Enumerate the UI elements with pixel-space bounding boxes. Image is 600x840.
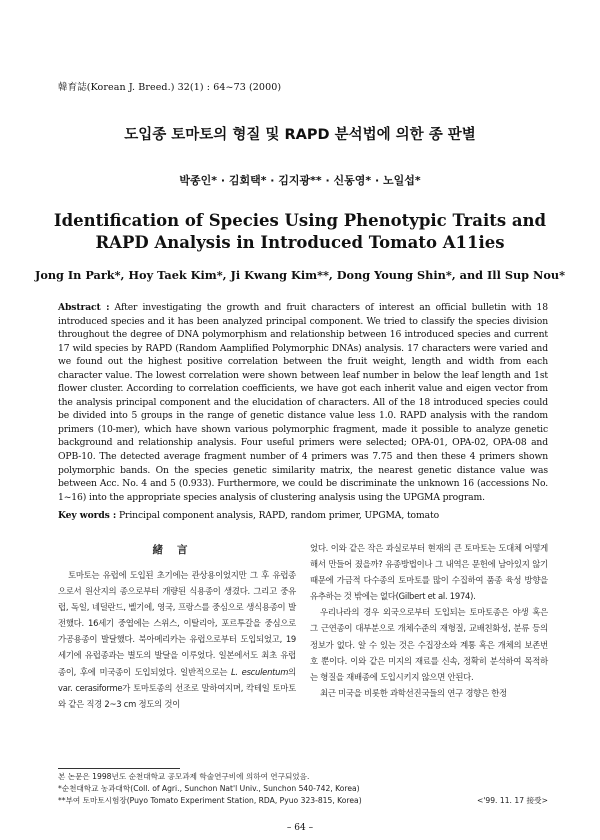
page-number: – 64 –: [286, 823, 314, 833]
title-english-line-1: Identification of Species Using Phenotypic Traits and: [53, 211, 547, 230]
received-date: <'99. 11. 17 接受>: [476, 796, 548, 805]
intro-paragraph-1-end: 었다. 이와 같은 작은 과실로부터 현재의 큰 토마토는 도대체 어떻게 해서 만들어 졌을까? 유종방법이나 그 내역은 문헌에 남아있지 않기 때문에 가금적 다수종의 토마토를 많이 수집하여 품종 육성 방향을 유추하는 것 밖에는 없다(Gilbert et al. 1974).: [310, 543, 548, 602]
footnote-affiliation-2: **부여 토마토시험장(Puyo Tomato Experiment Station, RDA, Pyuo 323-815, Korea): [58, 796, 362, 805]
body-column-left: [58, 540, 296, 712]
section-heading-introduction: 緒言: [152, 544, 202, 556]
keywords: [58, 509, 548, 522]
intro-paragraph-1-continued: 의 var. cerasiforme가 토마토종의 선조로 말하여지며, 칵테일 토마토와 같은 직경 2~3 cm 정도의 것이: [58, 666, 296, 709]
intro-paragraph-2: 우리나라의 경우 외국으로부터 도입되는 토마토종은 야생 혹은 그 근연종이 대부분으로 개체수준의 재형질, 교배친화성, 분류 등의 정보가 없다. 알 수 있는 것은 수집장소와 계통 혹은 개체의 보존번호 뿐이다. 이와 같은 미지의 재료를 신속, 정확히 분석하여 목적하는 형질을 재배종에 도입시키지 않으면 안된다.: [310, 607, 548, 682]
title-english-line-2: RAPD Analysis in Introduced Tomato A11ies: [95, 233, 505, 252]
keywords-label: Key words :: [58, 510, 117, 521]
keywords-text: Principal component analysis, RAPD, random primer, UPGMA, tomato: [118, 510, 440, 521]
intro-paragraph-3: 최근 미국을 비롯한 과학선진국들의 연구 경향은 한정: [320, 687, 507, 698]
title-english: [0, 210, 600, 254]
footnote-divider: [58, 768, 180, 769]
body-column-right: [310, 540, 548, 701]
intro-paragraph-1: [58, 567, 296, 712]
abstract-text: After investigating the growth and fruit characters of interest an official bulletin with 18 introduced species and it has been analyzed principal component. We tried to classify the species division throughout the degree of DNA polymorphism and relationship between 16 introduced species and current 17 wild species by RAPD (Random Aamplified Polymorphic DNAs) analysis. 17 characters were varied and we found out the highest positive correlation between the fruit weight, length and width from each character value. The lowest correlation were shown between leaf number in below the leaf length and 1st flower cluster. According to correlation coefficients, we have got each inherit value and eigen vector from the analysis principal component and the elucidation of characters. All of the 18 introduced species could be divided into 5 groups in the range of genetic distance value less 1.0. RAPD analysis with the random primers (10-mer), which have shown various polymorphic fragment, made it possible to analyze genetic background and relationship analysis. Four useful primers were selected; OPA-01, OPA-02, OPA-08 and OPB-10. The detected average fragment number of 4 primers was 7.75 and then these 4 primers shown polymorphic bands. On the species genetic similarity matrix, the nearest genetic distance value was between Acc. No. 4 and 5 (0.933). Furthermore, we could be discriminate the unknown 16 (accessions No. 1~16) into the appropriate species analysis of clustering analysis using the UPGMA program.: [58, 302, 548, 503]
footnotes: [58, 771, 548, 807]
intro-paragraph-1-text: 토마토는 유럽에 도입된 초기에는 관상용이었지만 그 후 유럽종으로서 원산지의 종으로부터 개량된 식용종이 생겼다. 그리고 중유럽, 독일, 네덜란드, 벨기에, 영국, 프랑스를 중심으로 생식용종이 발전했다. 16세기 중엽에는 스위스, 이탈리아, 포르투갈을 중심으로 가공용종이 발달했다. 북아메리카는 유럽으로부터 도입되었고, 19세기에 유럽종과는 별도의 발달을 이루었다. 일본에서도 최초 유럽종이, 후에 미국종이 도입되었다. 일반적으로는: [58, 570, 296, 677]
abstract: [58, 301, 548, 504]
abstract-label: Abstract :: [58, 302, 110, 313]
authors-korean: 박종인* · 김회택* · 김지광** · 신동영* · 노일섭*: [179, 174, 421, 187]
footnote-funding: 본 논문은 1998년도 순천대학교 공모과제 학술연구비에 의하여 연구되었음.: [58, 772, 310, 781]
species-name-italic: L. esculentum: [231, 666, 289, 677]
title-korean: 도입종 토마토의 형질 및 RAPD 분석법에 의한 종 판별: [124, 127, 476, 143]
footnote-affiliation-1: *순천대학교 농과대학(Coll. of Agri., Sunchon Nat'l Univ., Sunchon 540-742, Korea): [58, 784, 360, 793]
authors-english: Jong In Park*, Hoy Taek Kim*, Ji Kwang Kim**, Dong Young Shin*, and Ill Sup Nou*: [34, 268, 566, 282]
journal-reference: 韓育誌(Korean J. Breed.) 32(1) : 64~73 (2000): [58, 82, 282, 93]
